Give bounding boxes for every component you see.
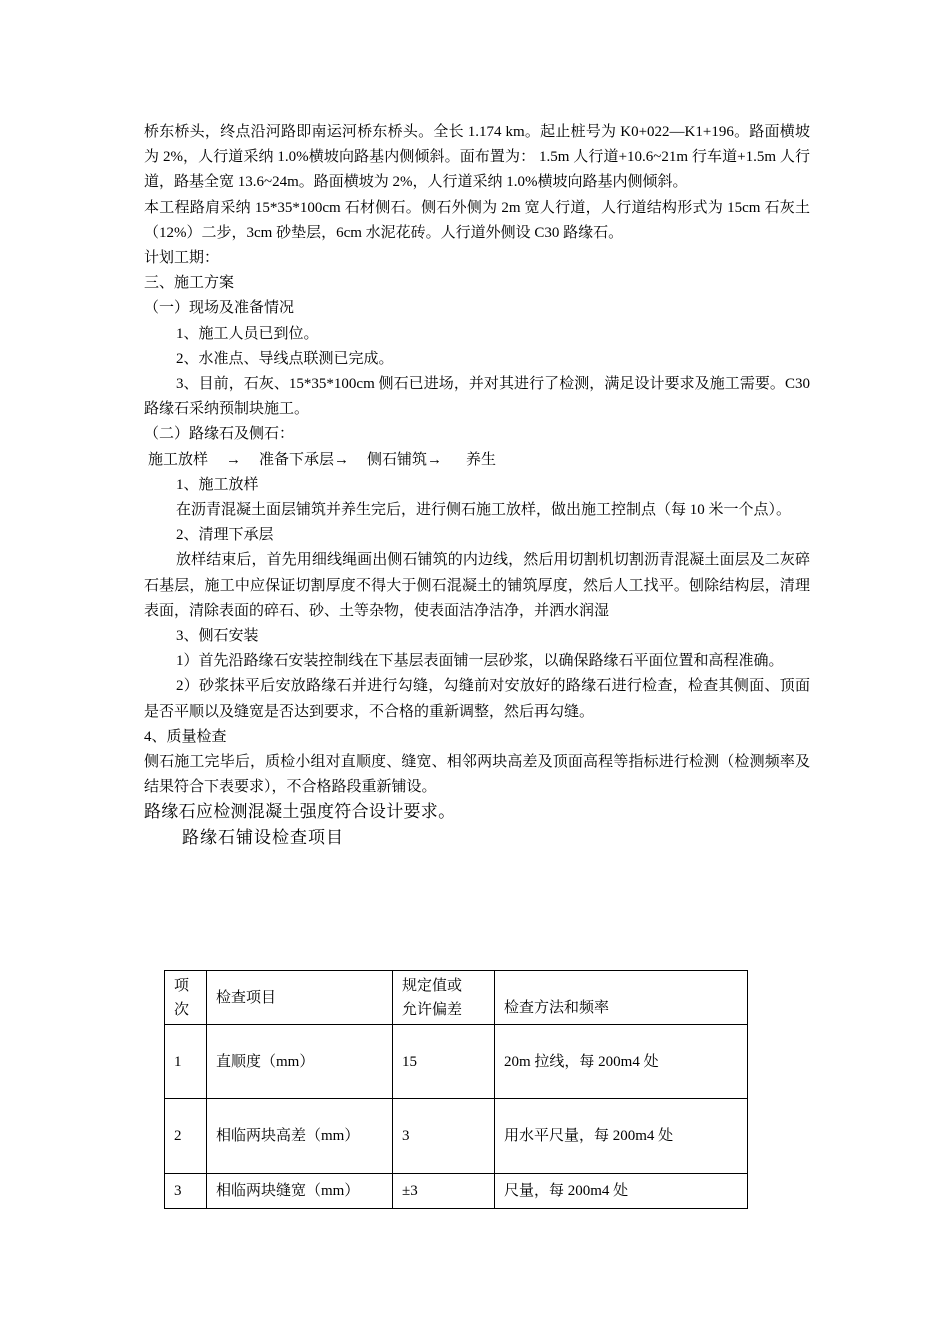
row-item: 相临两块缝宽（mm） [207,1174,393,1209]
header-tolerance-line-2: 允许偏差 [402,1001,463,1018]
flow-step-4: 养生 [466,451,497,468]
process-flow [144,448,810,473]
header-tolerance [393,971,495,1025]
row-method: 20m 拉线，每 200m4 处 [495,1025,748,1099]
header-tolerance-line-1: 规定值或 [402,977,463,994]
step-3-item-2: 2）砂浆抹平后安放路缘石并进行勾缝，勾缝前对安放好的路缘石进行检查，检查其侧面、顶面是否平顺以及缝宽是否达到要求，不合格的重新调整，然后再勾缝。 [144,678,810,720]
subsection-heading-2: （二）路缘石及侧石： [144,426,295,443]
flow-arrow: → [226,451,242,468]
row-method: 尺量，每 200m4 处 [495,1174,748,1209]
step-4-body: 侧石施工完毕后，质检小组对直顺度、缝宽、相邻两块高差及顶面高程等指标进行检测（检测频率及结果符合下表要求），不合格路段重新铺设。 [144,754,810,796]
header-no-line-1: 项 [174,977,190,994]
row-tolerance: 15 [393,1025,495,1099]
row-method: 用水平尺量，每 200m4 处 [495,1099,748,1174]
curb-spec-paragraph: 本工程路肩采纳 15*35*100cm 石材侧石。侧石外侧为 2m 宽人行道，人行道结构形式为 15cm 石灰土（12%）二步，3cm 砂垫层，6cm 水泥花砖。人行道外侧设 C30 路缘石。 [144,199,810,241]
table-row [165,1174,748,1209]
header-item: 检查项目 [207,971,393,1025]
table-header-row [165,971,748,1025]
header-no-line-2: 次 [174,1001,190,1018]
intro-paragraph: 桥东桥头，终点沿河路即南运河桥东桥头。全长 1.174 km。起止桩号为 K0+022—K1+196。路面横坡为 2%，人行道采纳 1.0%横坡向路基内侧倾斜。面布置为： 1.5m 人行道+10.6~21m 行车道+1.5m 人行道，路基全宽 13.6~24m。路面横坡为 2%，人行道采纳 1.0%横坡向路基内侧倾斜。 [144,124,810,191]
header-no [165,971,207,1025]
row-tolerance: 3 [393,1099,495,1174]
subsection-heading-1: （一）现场及准备情况 [144,300,295,317]
header-method: 检查方法和频率 [495,971,748,1025]
inspection-table [164,970,748,1209]
row-no: 2 [165,1099,207,1174]
table-row [165,1025,748,1099]
row-tolerance: ±3 [393,1174,495,1209]
step-2-body: 放样结束后，首先用细线绳画出侧石铺筑的内边线，然后用切割机切割沥青混凝土面层及二灰碎石基层，施工中应保证切割厚度不得大于侧石混凝土的铺筑厚度，然后人工找平。刨除结构层，清理表面，清除表面的碎石、砂、土等杂物，使表面洁净洁净，并洒水润湿 [144,552,810,619]
step-4-title: 4、质量检查 [144,728,227,745]
step-3-title: 3、侧石安装 [176,628,259,645]
step-1-title: 1、施工放样 [176,476,259,493]
step-2-title: 2、清理下承层 [176,527,274,544]
row-item: 直顺度（mm） [207,1025,393,1099]
flow-step-1: 施工放样 [148,451,209,468]
row-no: 3 [165,1174,207,1209]
row-item: 相临两块高差（mm） [207,1099,393,1174]
schedule-line: 计划工期： [144,250,220,267]
flow-step-3: 侧石铺筑→ [367,451,443,468]
strength-note: 路缘石应检测混凝土强度符合设计要求。 [144,802,456,822]
prep-item-1: 1、施工人员已到位。 [176,325,319,342]
table-row [165,1099,748,1174]
row-no: 1 [165,1025,207,1099]
prep-item-2: 2、水准点、导线点联测已完成。 [176,350,394,367]
document-body [144,120,810,852]
section-heading: 三、施工方案 [144,275,235,292]
step-3-item-1: 1）首先沿路缘石安装控制线在下基层表面铺一层砂浆，以确保路缘石平面位置和高程准确。 [176,653,784,670]
prep-item-3: 3、目前，石灰、15*35*100cm 侧石已进场，并对其进行了检测，满足设计要求及施工需要。C30 路缘石采纳预制块施工。 [144,376,810,418]
step-1-body: 在沥青混凝土面层铺筑并养生完后，进行侧石施工放样，做出施工控制点（每 10 米一个点）。 [176,502,792,519]
table-title: 路缘石铺设检查项目 [182,828,344,848]
flow-step-2: 准备下承层→ [259,451,350,468]
